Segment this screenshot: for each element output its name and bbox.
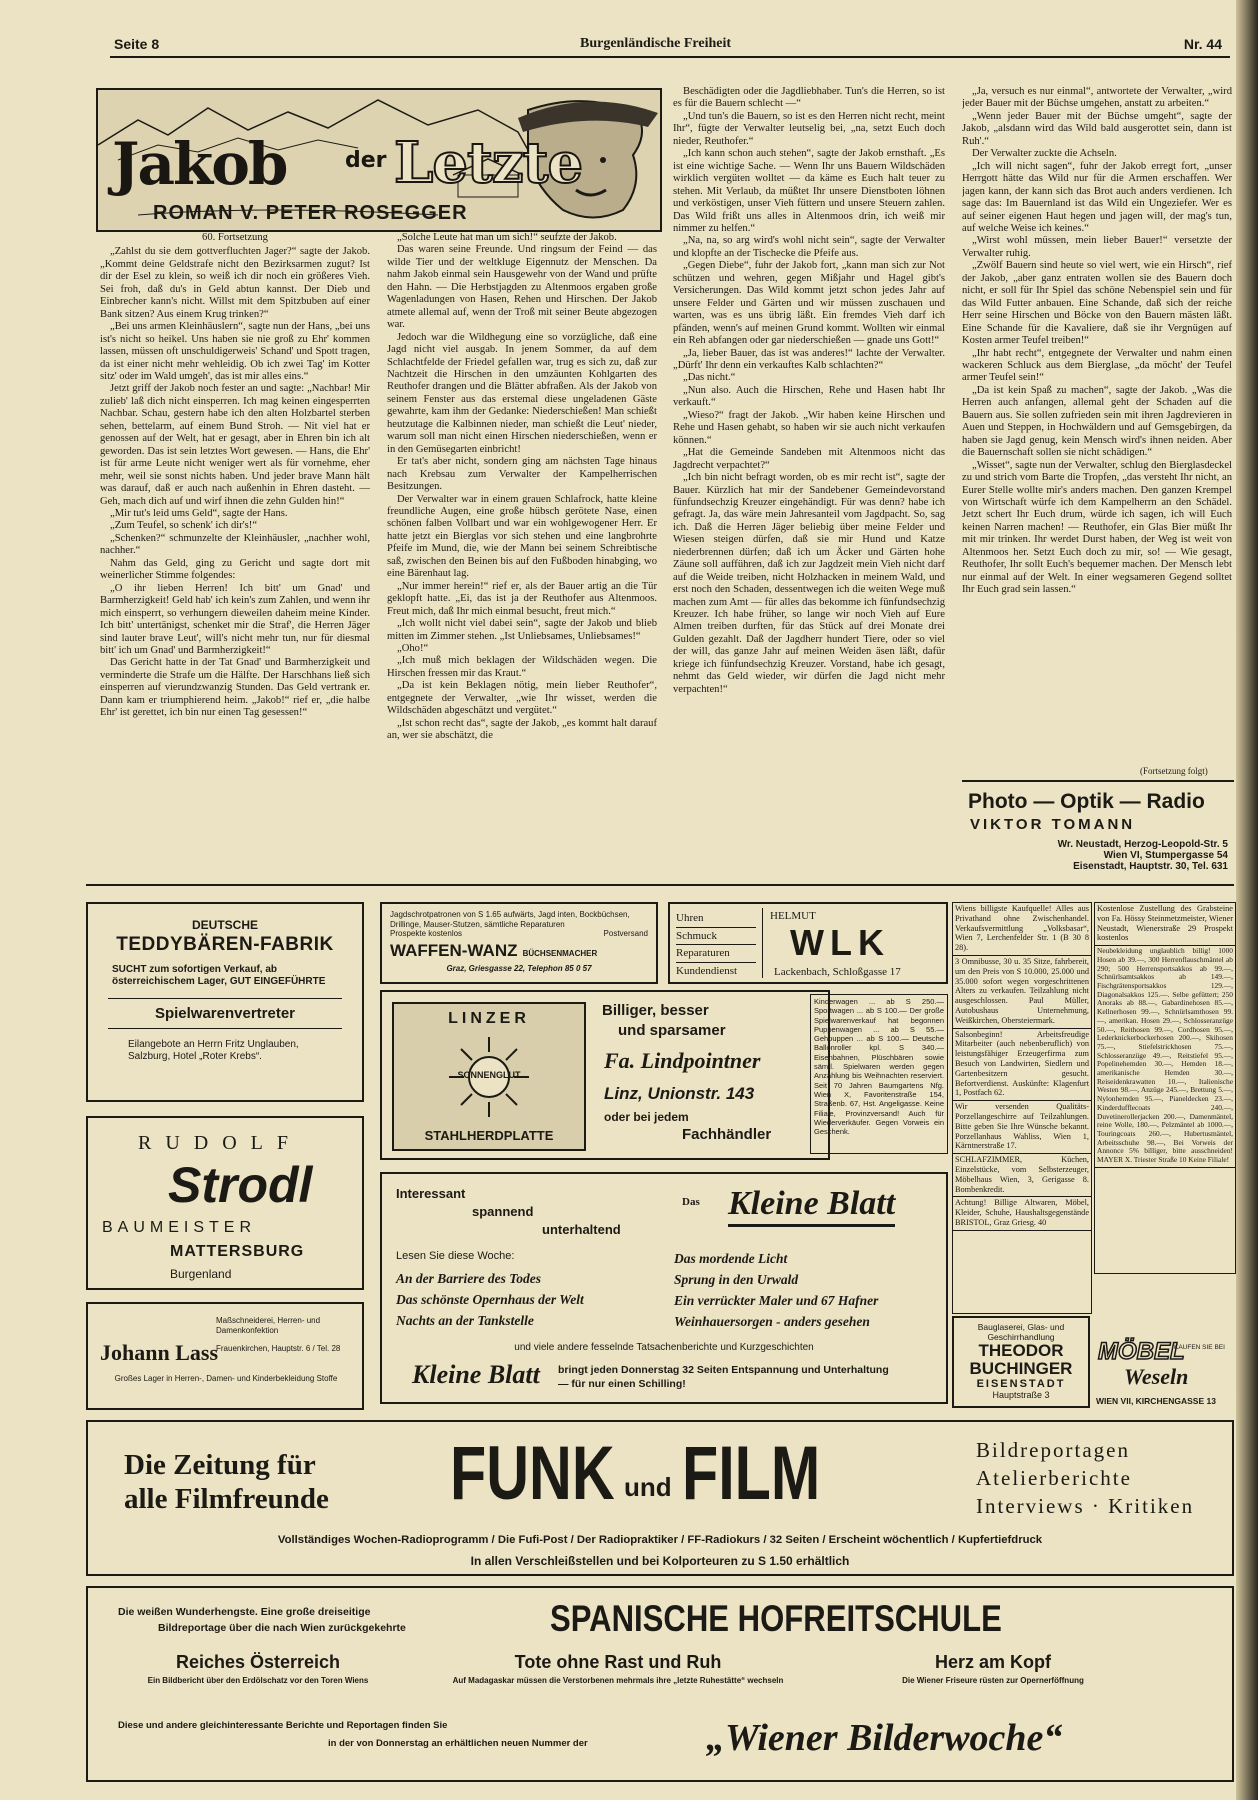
ad-strodl-city: MATTERSBURG	[170, 1243, 305, 1260]
page-number: Seite 8	[114, 36, 160, 52]
ad-wb-c2s: Auf Madagaskar müssen die Verstorbenen mehrmals ihre „letzte Ruhestätte“ wechseln	[452, 1676, 784, 1685]
ad-teddy-factory	[86, 902, 364, 1102]
ad-teddy-line2: TEDDYBÄREN-FABRIK	[116, 934, 334, 955]
paragraph: „Nun also. Auch die Hirschen, Rehe und Hasen habt Ihr verkauft.“	[673, 384, 945, 409]
paragraph: Der Verwalter zuckte die Achseln.	[972, 148, 1117, 160]
ad-wlk-logo: WLK	[790, 922, 890, 963]
classified-entry: Neubekleidung unglaublich billig! 1000 Hosen ab 39.—, 300 Herrenflauschmäntel ab 290; 500 Herrensportsakkos ab 99.—, Schnürlsamtsakkos ab 149.—, Fischgrätensportsakkos 129.—, Diagonalsakkos 125.—. Selbe gefüttert; 250 Anoraks ab 88.—, Gabardinehosen 85.—, Kellnerhosen 99.—, Schnürlsamthosen 99.—, amerikan. Hosen 29.—, Schlosseranzüge 50.—, Reithosen 99.—, Cordhosen 95.—, Lederknickerbockerhosen 200.—, Skihosen 75.—, Stiefelstrickhosen 75.—, Schlosseranzüge 49.—, Reitstiefel 95.—, Popelinehemden 30.—, Hemden 18.—, amerikanische Hemden 30.—, Reiseidenkrawatten 10.—, Italienische Westen 98.—, Anzüge 245.—, Brettung 5.—, Nylonhemden 95.—, Pianeldecken 23.—, Kinderdufflecoats 240.—, Duvetinerollerjacken 200.—, Damenmäntel, reine Wolle, 180.—, Pelzmäntel ab 1000.—, Touringcoats 260.—, Hubertusmäntel, Arbeitsschuhe 98.—, Bei Vorweis der Annonce 5% billiger, bitte ausschneiden! MAYER X. Triester Straße 10 Keine Filiale!	[1095, 946, 1235, 1168]
ad-lass-line1: Maßschneiderei, Herren- und Damenkonfektion	[216, 1316, 321, 1335]
paragraph: „Ihr habt recht“, entgegnete der Verwalter und nahm einen wackeren Schluck aus dem Bierglase, „da möcht' der Teufel armer Teufel sein!“	[962, 347, 1232, 384]
ad-buchinger-name1: THEODOR	[978, 1341, 1064, 1360]
paragraph: Jedoch war die Wildhegung eine so vorzügliche, daß eine Jagd nicht viel ausgab. In jenem Sommer, da auf dem Schlachtfelde der Friedel gefallen war, trug es sich zu, daß zur Nachtzeit die Hirschen in den umzäunten Kohlgarten des Reuthofer drangen und die Blätter abfraßen. Als der Jakob von seinem Fenster aus das erstemal diese ungeladenen Gäste gewahrte, kam ihm der Gedanke: Niederschießen! Man schießt heutzutage die Kalbinnen nieder, man schießt die Leut' nieder, warum soll man nicht einen Hirschen niederschießen, wenn er in den Gemüsegarten einbricht!	[387, 331, 657, 455]
classified-column-left	[952, 902, 1092, 1314]
ad-moebel-l2: KAUFEN SIE BEI	[1174, 1344, 1225, 1351]
ad-waffen-addr: Graz, Griesgasse 22, Telephon 85 0 57	[446, 963, 592, 973]
newspaper-title: Burgenländische Freiheit	[580, 36, 732, 51]
ad-kb-l2: spannend	[472, 1204, 534, 1219]
ad-strodl-region: Burgenland	[170, 1267, 232, 1281]
ad-wb-big: SPANISCHE HOFREITSCHULE	[550, 1598, 1002, 1639]
paragraph: „Ich kann schon auch stehen“, sagte der Jakob ernsthaft. „Es ist eine wichtige Sache. — Wenn Ihr uns Bauern Wildschäden wirklich vergüten wolltet — da käme es Euch halt teuer zu stehen. Mit Verlaub, da müßtet Ihr unsere Dienstboten löhnen und verköstigen, unser Vieh füttern und unsere Steuern zahlen. Das Wild frißt uns alles in Altenmoos drin, ich weiß mir nimmer zu helfen.“	[673, 148, 945, 234]
ad-kb-article: Das mordende Licht	[674, 1251, 788, 1266]
ad-linzer-l5: oder bei jedem	[604, 1110, 689, 1124]
ad-linzer-sonnenglut	[380, 990, 830, 1160]
ad-kleine-blatt	[380, 1172, 948, 1404]
ad-wlk	[668, 902, 948, 984]
paragraph: „Ja, versuch es nur einmal“, antwortete der Verwalter, „wird jeder Bauer mit der Büchse umgehen, anstatt zu arbeiten.“	[962, 86, 1232, 110]
classified-entry: Kostenlose Zustellung des Grabsteine von Fa. Hössy Steinmetzmeister, Wiener Neustadt, Wienerstraße 29 Prospekt kostenlos	[1095, 903, 1235, 946]
paragraph: Er tat's aber nicht, sondern ging am nächsten Tage hinaus nach Krebsau zum Verwalter der Kampelherrischen Besitzungen.	[387, 456, 657, 493]
paragraph: „Zwölf Bauern sind heute so viel wert, wie ein Hirsch“, rief der Jakob, „aber ganz entraten wollen sie des Bauern doch nicht, er soll für Ihr Spiel das schöne Nebenspiel sein und für das Wild Futter anbauen. Eine Schande, daß sich der reiche Herr seine Hirschen und Böcke von den Bauern mästen läßt. Eine Schande für die Kavaliere, daß sie ihr Vergnügen auf Kosten armer Teufel treiben!“	[962, 260, 1232, 347]
ad-funk-left1: Die Zeitung für	[124, 1449, 316, 1481]
ad-wlk-schmuck: Schmuck	[676, 928, 756, 946]
paragraph: „Da ist kein Spaß zu machen“, sagte der Jakob. „Was die Herren auch anfangen, allemal geht der Schaden auf die Bauern aus. Sie sollen zufrieden sein mit ihren Jagdrevieren in Auen und Steppen, in Hochwäldern und auf Gemsgebirgen, da haben sie Jagd genug, kein Mensch wird's ihnen neiden. Aber die Bauernschaft sollen sie nicht schädigen.“	[962, 384, 1232, 459]
paragraph: „Ja, lieber Bauer, das ist was anderes!“ lachte der Verwalter. „Dürft' Ihr denn ein verkauftes Kalb schlachten?“	[673, 347, 945, 371]
ad-kb-article: Weinhauersorgen - anders gesehen	[674, 1314, 870, 1329]
paragraph: „Bei uns armen Kleinhäuslern“, sagte nun der Hans, „bei uns ist's nicht so heikel. Uns haben sie nie groß zu Ehr' kommen lassen, müssen oft unschuldigerweis' Schand' und Spott tragen, da ist einer nicht mehr wehleidig. Ob ich zwei Tag' im Kotter sitz' oder im Wald umgeh', das ist mir alles eins.“	[100, 321, 370, 382]
ad-buchinger	[952, 1316, 1090, 1408]
ad-wb-l1: Die weißen Wunderhengste. Eine große dreiseitige	[118, 1606, 371, 1618]
paragraph: „Da ist kein Beklagen nötig, mein lieber Reuthofer“, entgegnete der Verwalter, „wie Ihr wisset, werden die Wildschäden abgeschätzt und vergütet.“	[387, 680, 657, 717]
ad-wiener-bilderwoche	[86, 1586, 1234, 1782]
paragraph: Das waren seine Freunde. Und ringsum der Feind — das wilde Tier und der weltkluge Eigennutz der Menschen. Da nahm Jakob einmal sein Hausgewehr von der Wand und prüfte den Hahn. — Die Herbstjagden zu Altenmoos ergaben große Wagenladungen von Hasen, Rehen und Hirschen. Der Jakob atmete allemal auf, wenn der Troß mit seiner Beute abgezogen war.	[387, 244, 657, 331]
ad-moebel-l3: Weseln	[1124, 1364, 1189, 1389]
ad-waffen-postversand: Postversand	[603, 929, 648, 938]
paragraph: Das Gericht hatte in der Tat Gnad' und Barmherzigkeit und verminderte die Strafe um die Hälfte. Der Harschhans ließ sich einsperren auf vierundzwanzig Stunden. Das Geld vertrank er. Dann kam er triumphierend heim. „Jakob!“ rief er, „die halbe Ehr' ist gerettet, ich bin nur einen Tag gesessen!“	[100, 657, 370, 719]
classified-entry: SCHLAFZIMMER, Küchen, Einzelstücke, vom Selbsterzeuger, Möbelhaus Wien, 3, Gerigasse 8. Bombenkredit.	[953, 1154, 1091, 1197]
story-column-1	[100, 232, 370, 887]
ad-strodl-title: BAUMEISTER	[102, 1219, 257, 1236]
ad-funk-line1: Vollständiges Wochen-Radioprogramm / Die Fufi-Post / Der Radiopraktiker / FF-Radiokurs / 32 Seiten / Erscheint wöchentlich / Kupfertiefdruck	[277, 1534, 1043, 1546]
paragraph: Nahm das Geld, ging zu Gericht und sagte dort mit weinerlicher Stimme folgendes:	[100, 557, 370, 582]
paragraph: „Ich will nicht sagen“, fuhr der Jakob erregt fort, „unser Herrgott hätte das Wild nur für die Armen erschaffen. Wer jagen kann, der kann sich das Brot auch anders verdienen. Ich sage das: Im Bauernland ist das Wild ein Ungeziefer. Wer es auf seiner eigenen Haut hegen und jagen will, der mag's tun, auf welche Weise ich keines.“	[962, 160, 1232, 234]
ad-wb-c1: Reiches Österreich	[175, 1652, 341, 1672]
story-byline: ROMAN V. PETER ROSEGGER	[153, 202, 468, 224]
classified-entry: Wiens billigste Kaufquelle! Alles aus Privathand ohne Zwischenhandel. Verkaufsvermittlung „Volksbasar“, Wien 7, Lerchenfelder Str. 1 (B 30 8 28).	[953, 903, 1091, 956]
ad-waffen-prospect: Prospekte kostenlos	[390, 929, 463, 938]
paragraph: „Ich bin nicht befragt worden, ob es mir recht ist“, sagte der Bauer. Kürzlich hat mir der Sandebener Gemeindevorstand fünfundsechzig Kreuzer eingehändigt. Für was denn? habe ich gefragt. Ja, das wäre mein Jahresanteil vom Jagdpacht. So, sag ich. Daß die Herren Jäger beliebig über meine Felder und Wiesen steigen dürfen, daß sie mir Hund und Katze niederbrennen dürfen; daß ich um Äcker und Gärten hohe Zäune soll aufführen, daß ich zur Jagdzeit mein Vieh nicht darf auf die Weide treiben, nicht Holzhacken in meinem Wald, und erst noch den Schaden, dessentwegen ich die weiten Wege muß machen zum Amt — für alles das bekomme ich fünfundsechzig Kreuzer. Ich habe früher, so lange wir noch Vieh auf Eure Almen treiben durften, für das Stück auf drei Monate drei Gulden gezahlt. Daß der Jagdherr hundert Tiere, oder so viel der will, das ganze Jahr auf meinen Weiden äsen läßt, dafür kriege ich fünfundsechzig Kreuzer. Vorstand, habe ich gesagt, nehmt das Geld wieder, wir dürfen die Jagd nicht mehr verpachten!“	[673, 472, 945, 695]
ad-kb-article: An der Barriere des Todes	[396, 1271, 542, 1286]
title-jakob: Jakob	[112, 130, 287, 198]
ad-wb-f2: in der von Donnerstag an erhältlichen neuen Nummer der	[328, 1738, 588, 1749]
ad-moebel-wesely	[1094, 1336, 1234, 1412]
ad-wb-logo: „Wiener Bilderwoche“	[706, 1717, 1063, 1759]
paragraph: „Ich wollt nicht viel dabei sein“, sagte der Jakob und blieb mitten im Zimmer stehen. „Ist Unliebsames, Unliebsames!“	[387, 618, 657, 642]
title-der: der	[345, 148, 387, 173]
ad-linzer-l4: Linz, Unionstr. 143	[604, 1084, 755, 1103]
paragraph: „Nur immer herein!“ rief er, als der Bauer artig an die Tür geklopft hatte. „Ei, das ist ja der Reuthofer aus Altenmoos. Freut mich, daß Ihr mich einmal besucht, freut mich.“	[387, 580, 657, 617]
section-divider	[86, 884, 1234, 886]
ad-photo-optik-radio	[962, 780, 1234, 880]
paragraph: „Und tun's die Bauern, so ist es den Herren nicht recht, meint Ihr“, fügte der Verwalter leutselig bei, „na, setzt Euch doch nieder, Reuthofer.“	[673, 110, 945, 147]
paragraph: „Zum Teufel, so schenk' ich dir's!“	[110, 520, 258, 532]
paragraph: „Das nicht.“	[683, 372, 736, 384]
title-letzte: Letzte	[394, 130, 583, 196]
ad-buchinger-city: EISENSTADT	[976, 1378, 1066, 1390]
classified-entry: 3 Omnibusse, 30 u. 35 Sitze, fahrbereit, um den Preis von S 10.000, 25.000 und 35.000 sofort wegen vorgeschrittenen Alters zu verkaufen. Teilzahlung nicht ausgeschlossen. Paul Müller, Autobushaus Unternehmung, Weißkirchen, Obersteiermark.	[953, 956, 1091, 1029]
ad-funk-left2: alle Filmfreunde	[124, 1483, 329, 1515]
story-column-2	[387, 232, 657, 887]
ad-linzer-l3: Fa. Lindpointner	[604, 1048, 761, 1073]
ad-teddy-line1: DEUTSCHE	[191, 918, 258, 932]
page-binding-edge	[1236, 0, 1258, 1800]
paragraph: „Ist schon recht das“, sagte der Jakob, „es kommt halt darauf an, wer sie abschätzt, die	[387, 717, 657, 742]
ad-funk-big1: FUNK	[450, 1431, 615, 1516]
ad-kb-article: Sprung in den Urwald	[674, 1272, 799, 1287]
ad-kb-l1: Interessant	[396, 1186, 466, 1201]
paragraph: „Wenn jeder Bauer mit der Büchse umgeht“, sagte der Jakob, „alsdann wird das Wild bald ausgerottet sein, dann ist Ruh'.“	[962, 110, 1232, 147]
paragraph: „Mir tut's leid ums Geld“, sagte der Hans.	[110, 507, 288, 519]
ad-lass-line2: Frauenkirchen, Hauptstr. 6 / Tel. 28	[216, 1344, 341, 1353]
ad-kb-bottom: bringt jeden Donnerstag 32 Seiten Entspannung und Unterhaltung	[558, 1364, 889, 1376]
ad-teddy-line3: SUCHT zum sofortigen Verkauf, ab österreichischem Lager, GUT EINGEFÜHRTE	[112, 964, 326, 987]
ad-waffen-line1: Jagdschrotpatronen von S 1.65 aufwärts, Jagd inten, Bockbüchsen, Drillinge, Mauser-Stutzen, sämtliche Reparaturen	[390, 910, 630, 929]
continuation-note: (Fortsetzung folgt)	[1140, 766, 1208, 776]
ad-linzer-l2: und sparsamer	[618, 1022, 726, 1039]
installment-label: 60. Fortsetzung	[202, 232, 268, 243]
paragraph: „Hat die Gemeinde Sandeben mit Altenmoos nicht das Jagdrecht verpachtet?“	[673, 447, 945, 471]
paragraph: „Wirst wohl müssen, mein lieber Bauer!“ versetzte der Verwalter ruhig.	[962, 235, 1232, 259]
ad-waffen-name: WAFFEN-WANZ	[390, 940, 518, 960]
ad-linzer-bottom: STAHLHERDPLATTE	[424, 1128, 554, 1143]
ad-funk-und-film	[86, 1420, 1234, 1576]
paragraph: „Wieso?“ fragt der Jakob. „Wir haben keine Hirschen und Rehe und Hasen gehabt, so haben wir sie auch nicht verkaufen können.“	[673, 409, 945, 446]
paragraph: „O ihr lieben Herren! Ich bitt' um Gnad' und Barmherzigkeit! Geld hab' ich kein's zum Zahlen, und wenn ihr mich einsperrt, so verhungern dieweilen daheim meine Kinder. Ich bitt' untertänigst, schenket mir die Straf', die Herren Jäger sind lauter brave Leut', will's nicht mehr tun, nur für diesmal bitt' ich um Gnad' und Barmherzigkeit!“	[100, 582, 370, 656]
ad-linzer-l6: Fachhändler	[682, 1126, 772, 1143]
ad-photo-title: Photo — Optik — Radio	[968, 790, 1205, 813]
issue-number: Nr. 44	[1183, 36, 1222, 52]
ad-kb-l3: unterhaltend	[542, 1222, 621, 1237]
ad-funk-line2: In allen Verschleißstellen und bei Kolporteuren zu S 1.50 erhältlich	[470, 1554, 850, 1568]
classified-column-right	[1094, 902, 1236, 1274]
ad-johann-lass	[86, 1302, 364, 1410]
ad-lass-name: Johann Lass	[100, 1340, 219, 1365]
ad-kb-logo-small: Kleine Blatt	[412, 1360, 540, 1389]
ad-wlk-address: Lackenbach, Schloßgasse 17	[774, 966, 901, 978]
ad-moebel-addr: WIEN VII, KIRCHENGASSE 13	[1096, 1396, 1216, 1406]
ad-kb-article: Ein verrückter Maler und 67 Hafner	[674, 1293, 879, 1308]
ad-linzer-sun: SONNENGLUT	[457, 1070, 521, 1080]
ad-waffen-sub: BÜCHSENMACHER	[522, 948, 598, 958]
ad-wb-c2: Tote ohne Rast und Ruh	[514, 1652, 722, 1672]
ad-moebel-l1: MÖBEL	[1098, 1338, 1185, 1365]
classified-entry: Achtung! Billige Altwaren, Möbel, Kleider, Schuhe, Haushaltsgegenstände BRISTOL, Graz Griesg. 40	[953, 1197, 1091, 1230]
classified-entry: Wir versenden Qualitäts-Porzellangeschirre auf Teilzahlungen. Bitte geben Sie Ihre Wünsche bekannt. Porzellanhaus Wahliss, Wien 1, Kärntnerstraße 17.	[953, 1101, 1091, 1154]
ad-wb-c3s: Die Wiener Friseure rüsten zur Opernerföffnung	[902, 1676, 1084, 1685]
ad-linzer-top: LINZER	[448, 1010, 530, 1027]
paragraph: Der Verwalter war in einem grauen Schlafrock, hatte kleine freundliche Augen, eine große hübsch gerötete Nase, einen schönen falben Vollbart und war ein wohlgewogener Herr. Er hatte jetzt ein Bierglas vor sich stehen und eine langbrohrte Pfeife im Mund, die, wie der Mann bei seinem Schreibtische saß, zwischen den Beinen bis auf den Fußboden hinabging, wo eine Bärenhaut lag.	[387, 493, 657, 580]
ad-photo-addr1: Wr. Neustadt, Herzog-Leopold-Str. 5	[1057, 839, 1228, 850]
ad-wb-l2: Bildreportage über die nach Wien zurückgekehrte	[158, 1622, 406, 1634]
paragraph: „Solche Leute hat man um sich!“ seufzte der Jakob.	[397, 232, 617, 243]
ad-wb-f1: Diese und andere gleichinteressante Berichte und Reportagen finden Sie	[118, 1720, 448, 1731]
ad-kb-more: und viele andere fesselnde Tatsachenberichte und Kurzgeschichten	[514, 1342, 814, 1353]
ad-waffen-wanz	[380, 902, 658, 984]
ad-strodl-name: Strodl	[168, 1157, 313, 1213]
ad-kb-logo: Kleine Blatt	[728, 1184, 895, 1227]
ad-wb-c1s: Ein Bildbericht über den Erdölschatz vor den Toren Wiens	[147, 1676, 369, 1685]
paragraph: „Gegen Diebe“, fuhr der Jakob fort, „kann man sich zur Not schützen und wehren, gegen Mißjahr und Hagel gibt's Versicherungen. Das Wild kommt jetzt schon jedes Jahr auf unsere Felder und Gärten und wir müssen zuschauen und warten, was es uns übrig läßt. Ein fremdes Vieh darf ich pfänden, wenn's auf meinen Grund kommt. Wollten wir einmal ein Reh abfangen oder gar niederschießen — gnade uns Gott!“	[673, 260, 945, 347]
page-header	[110, 34, 1230, 58]
ad-kb-article: Das schönste Opernhaus der Welt	[396, 1292, 584, 1307]
ad-kb-price: — für nur einen Schilling!	[558, 1378, 686, 1390]
story-column-4	[962, 86, 1232, 766]
ad-funk-r1: Bildreportagen	[976, 1438, 1130, 1462]
paragraph: Beschädigten oder die Jagdliebhaber. Tun's die Herren, so ist es für die Bauern schlecht —“	[673, 86, 945, 110]
paragraph: Jetzt griff der Jakob noch fester an und sagte: „Nachbar! Mir zulieb' laß dich nicht einsperren. Ich mag keinen eingesperrten Nachbar. Schau, gestern habe ich den alten Holzbartel sterben sehen, bettelarm, auf einem Bund Stroh. — Nit viel hat er genossen auf der Welt, hat er gesagt, aber in Ehren bin ich alt geworden. Das ist sein letztes Wort gewesen. — Hans, die Ehr' ist für arme Leute nicht weniger wert als für vornehme, eher mehr, weil sie sonst nichts haben. Und jeder brave Mann hält was darauf, daß er auch nach außenhin in Ehren dasteht. — Geh, mach dich auf und wirf ihnen die zehn Gulden hin!“	[100, 383, 370, 507]
classified-entry: Salsonbeginn! Arbeitsfreudige Mitarbeiter (auch nebenberuflich) von leistungsfähiger Erzeugerfirma zum Besuch von Landwirten, Siedlern und Gartenbesitzern gesucht. Befortverdienst. Auskünfte: Klagenfurt 1, Postfach 62.	[953, 1029, 1091, 1102]
ad-kb-article: Nachts an der Tankstelle	[396, 1313, 534, 1328]
ad-photo-addr2: Wien VI, Stumpergasse 54	[1103, 850, 1228, 861]
ad-strodl	[86, 1116, 364, 1290]
ad-kb-prefix: Das	[682, 1196, 700, 1208]
ad-teddy-line4: Spielwarenvertreter	[108, 998, 342, 1029]
paragraph: „Na, na, so arg wird's wohl nicht sein“, sagte der Verwalter und klopfte an der Tischecke die Pfeife aus.	[673, 235, 945, 259]
story-column-3	[673, 86, 945, 886]
ad-strodl-first: RUDOLF	[138, 1132, 303, 1154]
ad-photo-addr3: Eisenstadt, Hauptstr. 30, Tel. 631	[1073, 861, 1228, 872]
ad-baumgartens-text: Kinderwagen ... ab S 250.— Sportwagen ... ab S 100.— Der große Spielwarenverkauf hat begonnen Puppenwagen ... ab S 55.— Gehpuppen ... ab S 100.— Deutsche Ballonroller kpl. S 340.— Eisenbahnen, Plüschbären sowie sämtl. Spielwaren werden gegen Anzahlung bis Weihnachten reserviert. Seit 70 Jahren Baumgartens Nfg. Wien X, Favoritenstraße 154, Straßenb. 67, Hst. Angeligasse. Keine Filiale, Provinzversand! Auch für Wiederverkäufer. Gegen Vorweis ein Geschenk.	[814, 997, 944, 1137]
ad-wlk-uhren: Uhren	[676, 910, 756, 928]
ad-buchinger-name2: BUCHINGER	[969, 1359, 1073, 1378]
paragraph: „Wisset“, sagte nun der Verwalter, schlug den Bierglasdeckel zu und strich vom Barte die Tropfen, „das versteht Ihr nicht, an Eurer Stelle wollte mir's anders machen. Den ganzen Krempel von Wirtschaft würfe ich dem Kampelherrn an den Schädel. Jetzt schert Ihr Euch drum, würde ich sagen, ich will Euch keinen Narren machen! — Reuthofer, ein Glas Bier müßt Ihr mit mir trinken. Ihr werdet Durst haben, der Weg ist weit von Altenmoos her. Setzt Euch doch zu mir, so! — Wie gesagt, Reuthofer, Ihr sollt Euch's bequemer machen. Der Mensch lebt nur einmal auf der Welt. In einer wegsameren Gegend solltet Ihr Euch grad sein lassen.“	[962, 459, 1232, 596]
ad-funk-r3: Interviews · Kritiken	[976, 1494, 1195, 1518]
ad-kb-read: Lesen Sie diese Woche:	[396, 1250, 515, 1262]
ad-buchinger-addr: Hauptstraße 3	[992, 1390, 1050, 1400]
ad-wlk-helmut: HELMUT	[770, 910, 816, 922]
paragraph: „Zahlst du sie dem gottverfluchten Jager?“ sagte der Jakob. „Kommt deine Geldstrafe nicht den Bezirksarmen zugut? Ist dir der Esel zu klein, so weiß ich dir noch ein größeres Vieh. Sei froh, daß du's in Geld abtun kannst. Der Dieb und Einbrecher kann's nicht. Willst mit dem Spitzbuben auf einer Bank sitzen? Aus einem Krug trinken?“	[100, 246, 370, 320]
ad-funk-r2: Atelierberichte	[976, 1466, 1132, 1490]
ad-wb-c3: Herz am Kopf	[934, 1652, 1051, 1672]
ad-photo-name: VIKTOR TOMANN	[970, 816, 1136, 833]
paragraph: „Ich muß mich beklagen der Wildschäden wegen. Die Hirschen fressen mir das Kraut.“	[387, 655, 657, 679]
ad-funk-big2: FILM	[682, 1431, 821, 1516]
ad-teddy-line5: Eilangebote an Herrn Fritz Unglauben, Salzburg, Hotel „Roter Krebs“.	[128, 1039, 299, 1062]
ad-buchinger-l1: Bauglaserei, Glas- und Geschirrhandlung	[977, 1322, 1065, 1342]
paragraph: „Schenken?“ schmunzelte der Kleinhäusler, „nachher wohl, nachher.“	[100, 532, 370, 557]
ad-funk-und: und	[624, 1472, 672, 1502]
story-title-banner	[96, 88, 662, 232]
ad-baumgartens	[810, 994, 948, 1154]
ad-wlk-kundendienst: Kundendienst	[676, 964, 738, 977]
paragraph: „Oho!“	[397, 642, 429, 654]
ad-wlk-reparaturen: Reparaturen	[676, 945, 756, 963]
ad-lass-line3: Großes Lager in Herren-, Damen- und Kinderbekleidung Stoffe	[114, 1374, 338, 1383]
ad-linzer-l1: Billiger, besser	[602, 1002, 709, 1019]
